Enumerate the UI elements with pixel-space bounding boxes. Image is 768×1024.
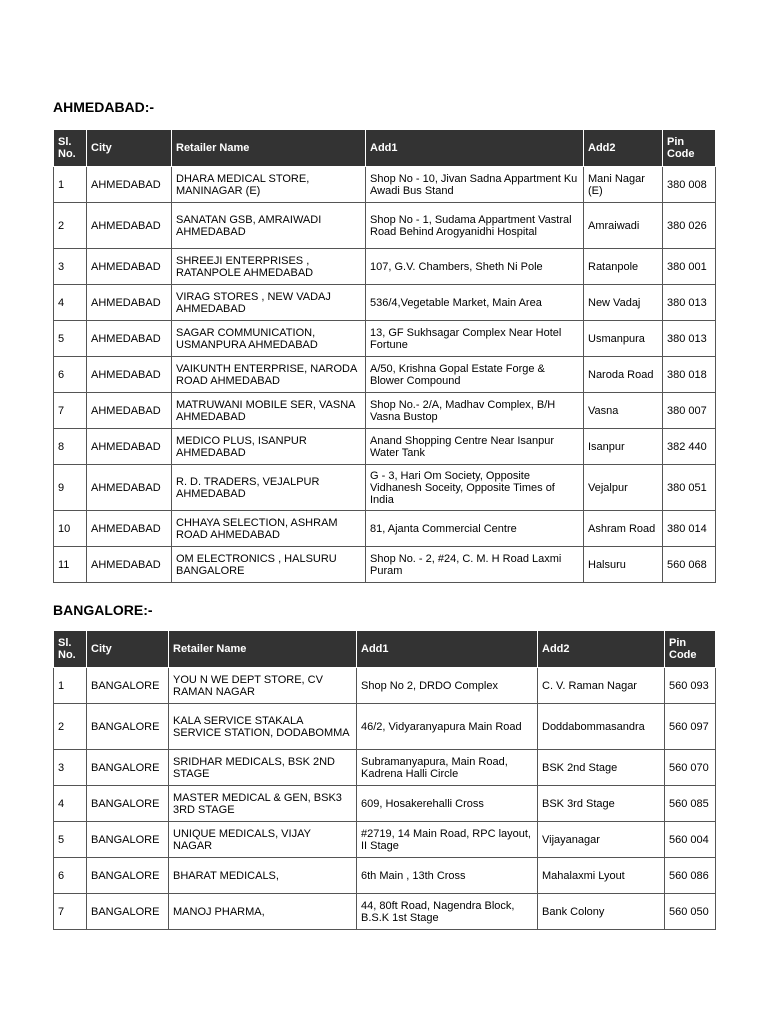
table-row	[54, 167, 716, 203]
retailer-table-ahmedabad	[53, 129, 716, 583]
cell-add1: 6th Main , 13th Cross	[357, 858, 538, 894]
cell-retailer-name: MATRUWANI MOBILE SER, VASNA AHMEDABAD	[172, 393, 366, 429]
cell-pin-code: 560 085	[665, 786, 716, 822]
table-row	[54, 203, 716, 249]
cell-add2: Vejalpur	[584, 465, 663, 511]
cell-add2: Isanpur	[584, 429, 663, 465]
cell-sl-no: 6	[54, 357, 87, 393]
cell-pin-code: 380 001	[663, 249, 716, 285]
table-row	[54, 894, 716, 930]
cell-city: AHMEDABAD	[87, 249, 172, 285]
cell-add2: Vijayanagar	[538, 822, 665, 858]
cell-add1: 107, G.V. Chambers, Sheth Ni Pole	[366, 249, 584, 285]
cell-retailer-name: UNIQUE MEDICALS, VIJAY NAGAR	[169, 822, 357, 858]
table-row	[54, 668, 716, 704]
cell-pin-code: 380 013	[663, 321, 716, 357]
cell-add1: Shop No. - 2, #24, C. M. H Road Laxmi Puram	[366, 547, 584, 583]
cell-pin-code: 380 026	[663, 203, 716, 249]
cell-city: BANGALORE	[87, 786, 169, 822]
cell-add1: Shop No - 1, Sudama Appartment Vastral Road Behind Arogyanidhi Hospital	[366, 203, 584, 249]
cell-add1: Subramanyapura, Main Road, Kadrena Halli Circle	[357, 750, 538, 786]
cell-add2: Usmanpura	[584, 321, 663, 357]
cell-add1: G - 3, Hari Om Society, Opposite Vidhanesh Soceity, Opposite Times of India	[366, 465, 584, 511]
cell-add1: 46/2, Vidyaranyapura Main Road	[357, 704, 538, 750]
cell-city: AHMEDABAD	[87, 393, 172, 429]
cell-retailer-name: CHHAYA SELECTION, ASHRAM ROAD AHMEDABAD	[172, 511, 366, 547]
cell-add1: Shop No.- 2/A, Madhav Complex, B/H Vasna Bustop	[366, 393, 584, 429]
retailer-table-bangalore	[53, 630, 716, 930]
cell-pin-code: 560 050	[665, 894, 716, 930]
cell-add2: New Vadaj	[584, 285, 663, 321]
column-header-city: City	[87, 130, 172, 167]
cell-retailer-name: SHREEJI ENTERPRISES , RATANPOLE AHMEDABAD	[172, 249, 366, 285]
cell-sl-no: 2	[54, 203, 87, 249]
cell-add1: Shop No 2, DRDO Complex	[357, 668, 538, 704]
cell-retailer-name: BHARAT MEDICALS,	[169, 858, 357, 894]
cell-city: AHMEDABAD	[87, 511, 172, 547]
cell-add1: 81, Ajanta Commercial Centre	[366, 511, 584, 547]
cell-city: AHMEDABAD	[87, 429, 172, 465]
cell-pin-code: 380 007	[663, 393, 716, 429]
cell-pin-code: 560 086	[665, 858, 716, 894]
cell-pin-code: 560 070	[665, 750, 716, 786]
cell-retailer-name: VIRAG STORES , NEW VADAJ AHMEDABAD	[172, 285, 366, 321]
cell-city: BANGALORE	[87, 822, 169, 858]
cell-add2: Ashram Road	[584, 511, 663, 547]
table-row	[54, 704, 716, 750]
cell-pin-code: 380 018	[663, 357, 716, 393]
cell-pin-code: 380 008	[663, 167, 716, 203]
cell-sl-no: 11	[54, 547, 87, 583]
cell-city: AHMEDABAD	[87, 321, 172, 357]
cell-city: AHMEDABAD	[87, 203, 172, 249]
cell-add1: Shop No - 10, Jivan Sadna Appartment Ku Awadi Bus Stand	[366, 167, 584, 203]
table-row	[54, 858, 716, 894]
cell-pin-code: 380 014	[663, 511, 716, 547]
table-header-row	[54, 631, 716, 668]
cell-city: AHMEDABAD	[87, 167, 172, 203]
cell-retailer-name: MEDICO PLUS, ISANPUR AHMEDABAD	[172, 429, 366, 465]
column-header-sl-no: Sl. No.	[54, 631, 87, 668]
cell-retailer-name: SRIDHAR MEDICALS, BSK 2ND STAGE	[169, 750, 357, 786]
column-header-pin-code: Pin Code	[665, 631, 716, 668]
cell-add1: 536/4,Vegetable Market, Main Area	[366, 285, 584, 321]
cell-sl-no: 1	[54, 668, 87, 704]
cell-add2: C. V. Raman Nagar	[538, 668, 665, 704]
cell-add1: 13, GF Sukhsagar Complex Near Hotel Fortune	[366, 321, 584, 357]
cell-add2: Mahalaxmi Lyout	[538, 858, 665, 894]
cell-retailer-name: DHARA MEDICAL STORE, MANINAGAR (E)	[172, 167, 366, 203]
cell-add1: 44, 80ft Road, Nagendra Block, B.S.K 1st Stage	[357, 894, 538, 930]
cell-city: BANGALORE	[87, 668, 169, 704]
table-row	[54, 511, 716, 547]
cell-pin-code: 380 051	[663, 465, 716, 511]
cell-sl-no: 5	[54, 822, 87, 858]
column-header-retailer-name: Retailer Name	[172, 130, 366, 167]
cell-city: AHMEDABAD	[87, 357, 172, 393]
cell-city: BANGALORE	[87, 750, 169, 786]
cell-add2: Amraiwadi	[584, 203, 663, 249]
section-title-ahmedabad: AHMEDABAD:-	[53, 99, 155, 115]
cell-city: AHMEDABAD	[87, 465, 172, 511]
cell-add1: Anand Shopping Centre Near Isanpur Water Tank	[366, 429, 584, 465]
section-title-bangalore: BANGALORE:-	[53, 602, 153, 618]
cell-add2: BSK 2nd Stage	[538, 750, 665, 786]
cell-add2: Halsuru	[584, 547, 663, 583]
cell-retailer-name: KALA SERVICE STAKALA SERVICE STATION, DODABOMMA	[169, 704, 357, 750]
cell-city: AHMEDABAD	[87, 285, 172, 321]
cell-sl-no: 7	[54, 894, 87, 930]
cell-pin-code: 560 097	[665, 704, 716, 750]
cell-sl-no: 4	[54, 285, 87, 321]
cell-sl-no: 2	[54, 704, 87, 750]
cell-city: BANGALORE	[87, 704, 169, 750]
cell-sl-no: 8	[54, 429, 87, 465]
cell-retailer-name: SANATAN GSB, AMRAIWADI AHMEDABAD	[172, 203, 366, 249]
cell-pin-code: 560 093	[665, 668, 716, 704]
column-header-sl-no: Sl. No.	[54, 130, 87, 167]
column-header-retailer-name: Retailer Name	[169, 631, 357, 668]
cell-retailer-name: VAIKUNTH ENTERPRISE, NARODA ROAD AHMEDABAD	[172, 357, 366, 393]
cell-retailer-name: YOU N WE DEPT STORE, CV RAMAN NAGAR	[169, 668, 357, 704]
cell-retailer-name: MASTER MEDICAL & GEN, BSK3 3RD STAGE	[169, 786, 357, 822]
table-row	[54, 249, 716, 285]
cell-add2: Bank Colony	[538, 894, 665, 930]
cell-add2: Mani Nagar (E)	[584, 167, 663, 203]
cell-retailer-name: MANOJ PHARMA,	[169, 894, 357, 930]
table-row	[54, 786, 716, 822]
column-header-city: City	[87, 631, 169, 668]
cell-sl-no: 1	[54, 167, 87, 203]
table-row	[54, 465, 716, 511]
table-row	[54, 750, 716, 786]
cell-sl-no: 3	[54, 750, 87, 786]
table-row	[54, 547, 716, 583]
column-header-add2: Add2	[584, 130, 663, 167]
table-row	[54, 357, 716, 393]
cell-sl-no: 6	[54, 858, 87, 894]
cell-pin-code: 382 440	[663, 429, 716, 465]
cell-add1: 609, Hosakerehalli Cross	[357, 786, 538, 822]
cell-add2: Naroda Road	[584, 357, 663, 393]
cell-retailer-name: SAGAR COMMUNICATION, USMANPURA AHMEDABAD	[172, 321, 366, 357]
cell-sl-no: 10	[54, 511, 87, 547]
cell-add2: Doddabommasandra	[538, 704, 665, 750]
cell-sl-no: 4	[54, 786, 87, 822]
cell-city: BANGALORE	[87, 894, 169, 930]
cell-city: AHMEDABAD	[87, 547, 172, 583]
cell-city: BANGALORE	[87, 858, 169, 894]
cell-add1: #2719, 14 Main Road, RPC layout, II Stage	[357, 822, 538, 858]
cell-retailer-name: R. D. TRADERS, VEJALPUR AHMEDABAD	[172, 465, 366, 511]
cell-sl-no: 5	[54, 321, 87, 357]
column-header-add2: Add2	[538, 631, 665, 668]
cell-add2: BSK 3rd Stage	[538, 786, 665, 822]
cell-add1: A/50, Krishna Gopal Estate Forge & Blower Compound	[366, 357, 584, 393]
cell-sl-no: 3	[54, 249, 87, 285]
table-row	[54, 393, 716, 429]
cell-sl-no: 9	[54, 465, 87, 511]
cell-add2: Vasna	[584, 393, 663, 429]
table-row	[54, 321, 716, 357]
column-header-add1: Add1	[357, 631, 538, 668]
cell-pin-code: 380 013	[663, 285, 716, 321]
cell-sl-no: 7	[54, 393, 87, 429]
table-row	[54, 822, 716, 858]
column-header-pin-code: Pin Code	[663, 130, 716, 167]
cell-pin-code: 560 068	[663, 547, 716, 583]
table-row	[54, 429, 716, 465]
table-row	[54, 285, 716, 321]
table-header-row	[54, 130, 716, 167]
cell-pin-code: 560 004	[665, 822, 716, 858]
column-header-add1: Add1	[366, 130, 584, 167]
cell-retailer-name: OM ELECTRONICS , HALSURU BANGALORE	[172, 547, 366, 583]
cell-add2: Ratanpole	[584, 249, 663, 285]
